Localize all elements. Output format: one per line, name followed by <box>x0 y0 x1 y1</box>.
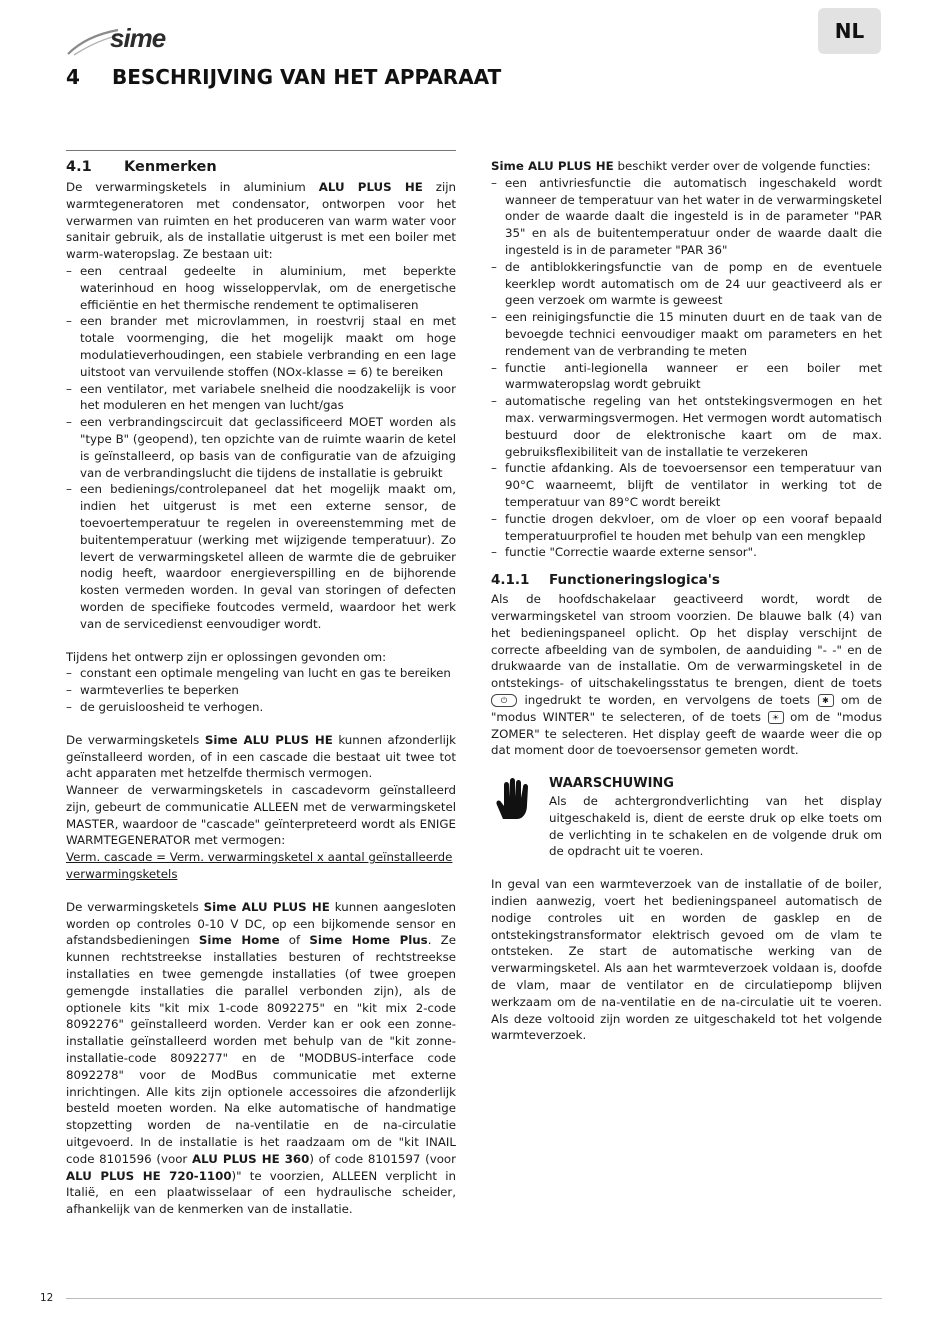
list-item: – de antiblokkeringsfunctie van de pomp en de eventuele keerklep wordt automatisch om de 24 uur geactiveerd als er geen verzoek om warmte is geweest <box>491 259 882 309</box>
warning-box <box>491 775 882 860</box>
logo-wordmark: sime <box>110 23 166 53</box>
connection-paragraph: De verwarmingsketels Sime ALU PLUS HE kunnen aangesloten worden op controles 0-10 V DC, op een bijkomende sensor en afstandsbedieningen Sime Home of Sime Home Plus. Ze kunnen rechtstreekse installaties besturen of rechtstreekse installaties en twee gemengde installaties (of twee groepen gemengde installaties die parallel verbonden zijn), als de optionele kits "kit mix 1-code 8092275" en "kit mix 2-code 8092276" geïnstalleerd worden. Verder kan er ook een zonne-installatie geïnstalleerd worden met behulp van de "kit zonne-installatie-code 8092277" en de "MODBUS-interface code 8092278" voor de ModBus communicatie met externe inrichtingen. Alle kits zijn optionele accessoires die afzonderlijk besteld moeten worden. Na elke automatische of handmatige stopzetting worden de na-ventilatie en de na-circulatie uitgevoerd. In de installatie is het raadzaam om de "kit INAIL code 8101596 (voor ALU PLUS HE 360) of code 8101597 (voor ALU PLUS HE 720-1100)" te voorzien, ALLEEN verplicht in Italië, en een plaatwisselaar of een hydraulische scheider, afhankelijk van de kenmerken van de installatie. <box>66 899 457 1217</box>
language-badge: NL <box>818 8 881 54</box>
intro-paragraph: De verwarmingsketels in aluminium ALU PLUS HE zijn warmtegeneratoren met condensator, ontworpen voor het verwarmen van ruimten en het produceren van warm water voor sanitair gebruik, als de installatie uitgerust is met een boiler met warm-wateropslag. Ze bestaan uit: <box>66 180 456 262</box>
section-heading <box>66 150 456 177</box>
functions-intro: Sime ALU PLUS HE beschikt verder over de volgende functies: <box>491 159 871 173</box>
section-number: 4.1 <box>66 159 92 175</box>
right-column <box>491 158 882 1044</box>
list-item: – een verbrandingscircuit dat geclassificeerd MOET worden als "type B" (geopend), ten opzichte van de ruimte waarin de ketel is geïnstalleerd, op basis van de configuratie van de afzuiging van de verbrandingslucht die tijdens de installatie is gebruikt <box>66 414 456 481</box>
warning-text: Als de achtergrondverlichting van het display uitgeschakeld is, dient de eerste druk op elke toets om de verlichting in te schakelen en de volgende druk om de opdracht uit te voeren. <box>549 794 882 859</box>
list-item: – functie afdanking. Als de toevoersensor een temperatuur van 90°C waarneemt, blijft de ventilator in werking tot de temperatuur van 89°C wordt bereikt <box>491 460 882 510</box>
list-item: – functie "Correctie waarde externe sensor". <box>491 544 882 561</box>
sime-logo <box>66 24 186 58</box>
power-key-icon: ⏻ <box>491 694 517 707</box>
list-item: – constant een optimale mengeling van lucht en gas te bereiken <box>66 665 456 682</box>
cascade-formula: Verm. cascade = Verm. verwarmingsketel x aantal geïnstalleerde verwarmingsketels <box>66 850 453 882</box>
functions-list <box>491 175 882 561</box>
subsection-number: 4.1.1 <box>491 572 530 589</box>
heat-request-paragraph: In geval van een warmteverzoek van de installatie of de boiler, indien aanwezig, voert het bedieningspaneel automatisch de nodige controles uit en worden de gasklep en de ontstekingstransformator elektrisch gevoed om de vlam te ontsteken. Ze start de automatische werking van de verwarmingsketel. Als aan het warmteverzoek voldaan is, doofde de vlam, maar de ventilator en de circulatiepomp blijven werkzaam om de na-ventilatie en de na-circulatie uit te voeren. Als deze voltooid zijn worden ze uitgeschakeld tot het volgende warmteverzoek. <box>491 877 882 1043</box>
warning-hand-icon <box>491 775 541 823</box>
footer-divider <box>66 1298 882 1299</box>
list-item: – een bedienings/controlepaneel dat het mogelijk maakt om, indien het uitgerust is met een externe sensor, de toevoertemperatuur te regelen in overeenstemming met de buitentemperatuur (werking met wijzigende temperatuur). Zo levert de verwarmingsketel alleen de warmte die de gebruiker nodig heeft, waardoor energieverspilling en de bijhorende kosten vermeden worden. In geval van storingen of defecten worden de specifieke foutcodes vermeld, waardoor het werk van de servicedienst eenvoudiger wordt. <box>66 481 456 632</box>
design-list <box>66 665 456 715</box>
cascade-master-paragraph: Wanneer de verwarmingsketels in cascadevorm geïnstalleerd zijn, gebeurt de communicatie ALLEEN met de verwarmingsketel MASTER, waardoor de "cascade" geïnterpreteerd wordt als ENIGE WARMTEGENERATOR met vermogen: <box>66 783 456 848</box>
subsection-heading <box>491 571 882 589</box>
list-item: – functie anti-legionella wanneer er een boiler met warmwateropslag wordt gebruikt <box>491 360 882 394</box>
section-title: Kenmerken <box>124 159 217 175</box>
list-item: – een centraal gedeelte in aluminium, met beperkte waterinhoud en hoog wisseloppervlak, om de energetische efficiëntie en het thermische rendement te optimaliseren <box>66 263 456 313</box>
chapter-title-text: BESCHRIJVING VAN HET APPARAAT <box>112 65 502 89</box>
chapter-number: 4 <box>66 65 80 89</box>
list-item: – een reinigingsfunctie die 15 minuten duurt en de taak van de bevoegde technici eenvoudiger maakt om parameters en het rendement van de verbranding te meten <box>491 309 882 359</box>
list-item: – een brander met microvlammen, in roestvrij staal en met totale voormenging, die het mogelijk maakt om hoge modulatieverhoudingen, een stabiele verbranding en een lage uitstoot van vervuilende stoffen (NOx-klasse = 6) te bereiken <box>66 313 456 380</box>
subsection-title: Functioneringslogica's <box>549 572 720 589</box>
list-item: – warmteverlies te beperken <box>66 682 456 699</box>
design-intro: Tijdens het ontwerp zijn er oplossingen gevonden om: <box>66 649 387 664</box>
list-item: – een antivriesfunctie die automatisch ingeschakeld wordt wanneer de temperatuur van het water in de verwarmingsketel onder de waarde daalt die ingesteld is in de parameter "PAR 35" en als de buitentemperatuur onder de waarde daalt die ingesteld is in de parameter "PAR 36" <box>491 175 882 259</box>
left-column <box>66 150 456 1218</box>
list-item: – de geruisloosheid te verhogen. <box>66 699 456 716</box>
list-item: – automatische regeling van het ontstekingsvermogen en het max. verwarmingsvermogen. Het vermogen wordt automatisch bestuurd door de elektronische kaart om de max. gebruiksflexibiliteit van de installatie te verzekeren <box>491 393 882 460</box>
chapter-title <box>66 65 866 95</box>
list-item: – een ventilator, met variabele snelheid die noodzakelijk is voor het moduleren en het mengen van lucht/gas <box>66 381 456 415</box>
winter-key-icon: ✱ <box>818 694 834 707</box>
cascade-paragraph: De verwarmingsketels Sime ALU PLUS HE kunnen afzonderlijk geïnstalleerd worden, of in een cascade die bestaat uit twee tot acht apparaten met hetzelfde thermisch vermogen. <box>66 732 456 781</box>
summer-key-icon: ☀ <box>768 711 784 724</box>
warning-title: WAARSCHUWING <box>549 776 674 792</box>
logic-paragraph: Als de hoofdschakelaar geactiveerd wordt, wordt de verwarmingsketel van stroom voorzien. De blauwe balk (4) van het bedieningspaneel oplicht. Op het display verschijnt de correcte afbeelding van de symbolen, de aanduiding "- -" en de drukwaarde van de installatie. Om de verwarmingsketel in de ontstekings- of uitschakelingsstatus te brengen, dient de toets ⏻ ingedrukt te worden, en vervolgens de toets ✱ om de "modus WINTER" te selecteren, of de toets ☀ om de "modus ZOMER" te selecteren. Het display geeft de waarde weer die op dat moment door de toevoersensor gemeten wordt. <box>491 592 882 758</box>
components-list <box>66 263 456 633</box>
page-number: 12 <box>40 1292 54 1304</box>
list-item: – functie drogen dekvloer, om de vloer op een vooraf bepaald temperatuurprofiel te houden met behulp van een mengklep <box>491 511 882 545</box>
